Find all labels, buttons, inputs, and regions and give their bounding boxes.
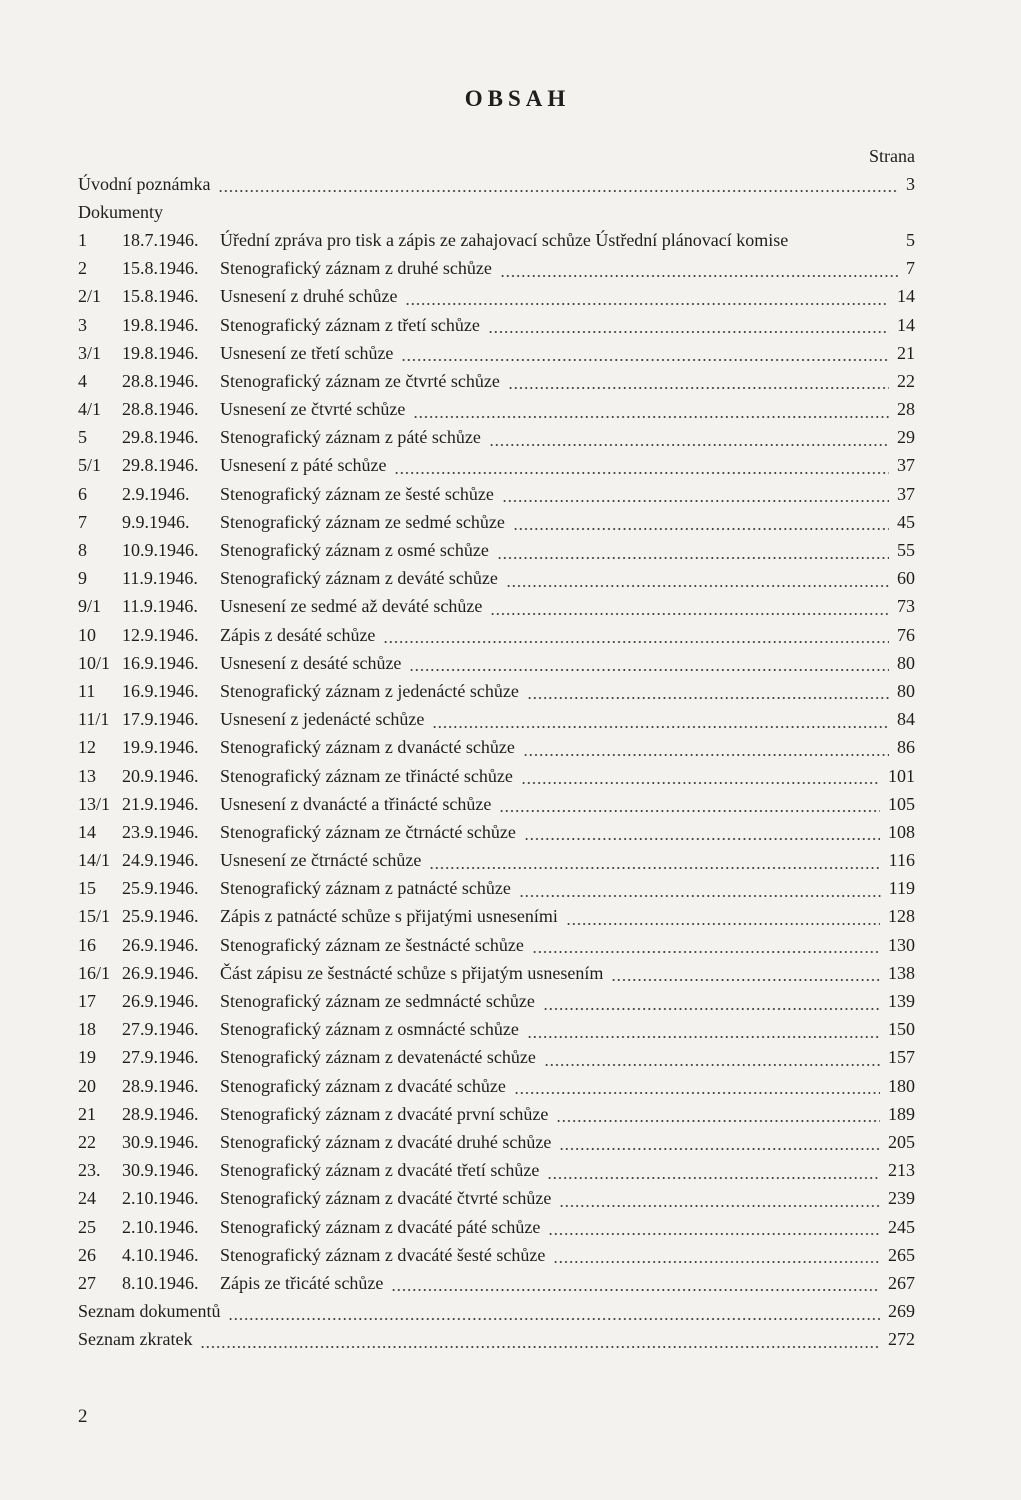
dot-leader <box>488 331 889 333</box>
toc-intro-row[interactable] <box>78 170 915 198</box>
toc-entry-date: 2.9.1946. <box>122 483 190 504</box>
toc-entry-row[interactable] <box>78 959 915 987</box>
dot-leader <box>401 359 889 361</box>
toc-entry-date: 19.8.1946. <box>122 342 199 363</box>
dot-leader <box>519 895 881 897</box>
toc-entry-row[interactable] <box>78 339 915 367</box>
toc-entry-number: 20 <box>78 1075 96 1096</box>
toc-entry-date: 19.8.1946. <box>122 314 199 335</box>
toc-entry-page: 189 <box>888 1103 915 1124</box>
toc-entry-row[interactable] <box>78 480 915 508</box>
dot-leader <box>559 1205 880 1207</box>
dot-leader <box>413 416 889 418</box>
toc-entry-date: 30.9.1946. <box>122 1160 199 1181</box>
toc-entry-row[interactable] <box>78 424 915 452</box>
toc-entry-page: 80 <box>897 680 915 701</box>
toc-entry-date: 20.9.1946. <box>122 765 199 786</box>
toc-entry-row[interactable] <box>78 903 915 931</box>
toc-entry-page: 101 <box>888 765 915 786</box>
toc-entry-page: 272 <box>888 1329 915 1350</box>
toc-entry-page: 86 <box>897 737 915 758</box>
toc-entry-date: 23.9.1946. <box>122 821 199 842</box>
toc-entry-title: Stenografický záznam z jedenácté schůze <box>220 680 519 701</box>
toc-entry-page: 60 <box>897 568 915 589</box>
toc-entry-row[interactable] <box>78 706 915 734</box>
toc-closing-row[interactable] <box>78 1298 915 1326</box>
dot-leader <box>497 557 889 559</box>
toc-entry-date: 28.8.1946. <box>122 399 199 420</box>
toc-entry-title: Stenografický záznam ze čtvrté schůze <box>220 370 500 391</box>
toc-entry-number: 25 <box>78 1216 96 1237</box>
toc-entry-date: 24.9.1946. <box>122 850 199 871</box>
toc-entry-row[interactable] <box>78 818 915 846</box>
toc-entry-date: 26.9.1946. <box>122 934 199 955</box>
toc-entry-title: Stenografický záznam ze sedmnácté schůze <box>220 991 535 1012</box>
toc-entry-page: 157 <box>888 1047 915 1068</box>
toc-entry-title: Zápis z patnácté schůze s přijatými usneseními <box>220 906 558 927</box>
toc-entry-row[interactable] <box>78 367 915 395</box>
toc-entry-date: 26.9.1946. <box>122 962 199 983</box>
toc-entry-page: 180 <box>888 1075 915 1096</box>
toc-entry-date: 25.9.1946. <box>122 878 199 899</box>
toc-entry-page: 150 <box>888 1019 915 1040</box>
toc-entry-number: 10/1 <box>78 652 111 673</box>
toc-entry-number: 14 <box>78 821 96 842</box>
toc-entry-row[interactable] <box>78 1241 915 1269</box>
toc-entry-page: 28 <box>897 399 915 420</box>
toc-entry-number: 2 <box>78 258 87 279</box>
dot-leader <box>556 1120 880 1122</box>
dot-leader <box>524 838 880 840</box>
toc-entry-number: 13 <box>78 765 96 786</box>
toc-entry-row[interactable] <box>78 255 915 283</box>
toc-entry-number: 8 <box>78 540 87 561</box>
toc-entry-row[interactable] <box>78 1100 915 1128</box>
toc-entry-row[interactable] <box>78 677 915 705</box>
toc-entry-title: Stenografický záznam ze šestnácté schůze <box>220 934 524 955</box>
toc-entry-page: 29 <box>897 427 915 448</box>
toc-entry-page: 105 <box>888 793 915 814</box>
toc-entry-title: Seznam zkratek <box>78 1329 193 1350</box>
toc-entry-page: 138 <box>888 962 915 983</box>
toc-entry-row[interactable] <box>78 1157 915 1185</box>
toc-entry-row[interactable] <box>78 1213 915 1241</box>
page-column-label: Strana <box>869 146 915 166</box>
toc-entry-page: 139 <box>888 991 915 1012</box>
toc-entry-page: 3 <box>906 173 915 194</box>
toc-entry-page: 55 <box>897 540 915 561</box>
toc-entry-date: 29.8.1946. <box>122 427 199 448</box>
toc-entry-title: Stenografický záznam z dvacáté třetí schůze <box>220 1160 540 1181</box>
toc-entry-title: Stenografický záznam z patnácté schůze <box>220 878 511 899</box>
toc-entry-title: Stenografický záznam ze sedmé schůze <box>220 511 505 532</box>
toc-entry-title: Stenografický záznam z druhé schůze <box>220 258 492 279</box>
dot-leader <box>218 190 898 192</box>
toc-entry-page: 213 <box>888 1160 915 1181</box>
toc-entry-row[interactable] <box>78 396 915 424</box>
toc-entry-title: Stenografický záznam z dvacáté druhé schůze <box>220 1131 552 1152</box>
toc-entry-date: 12.9.1946. <box>122 624 199 645</box>
toc-entries <box>78 226 915 1297</box>
dot-leader <box>513 528 889 530</box>
dot-leader <box>409 669 889 671</box>
toc-entry-row[interactable] <box>78 1128 915 1156</box>
toc-entry-number: 13/1 <box>78 793 111 814</box>
toc-entry-page: 7 <box>906 258 915 279</box>
toc-entry-date: 30.9.1946. <box>122 1131 199 1152</box>
dot-leader <box>394 472 889 474</box>
toc-entry-date: 26.9.1946. <box>122 991 199 1012</box>
dot-leader <box>792 246 902 248</box>
toc-entry-title: Stenografický záznam z dvacáté páté schůze <box>220 1216 541 1237</box>
toc-entry-number: 6 <box>78 483 87 504</box>
toc-entry-title: Stenografický záznam z dvacáté první schůze <box>220 1103 549 1124</box>
toc-entry-number: 18 <box>78 1019 96 1040</box>
toc-entry-number: 27 <box>78 1272 96 1293</box>
toc-entry-title: Stenografický záznam z dvacáté šesté schůze <box>220 1244 546 1265</box>
toc-entry-title: Stenografický záznam z osmé schůze <box>220 540 489 561</box>
toc-entry-row[interactable] <box>78 593 915 621</box>
toc-entry-page: 76 <box>897 624 915 645</box>
toc-entry-row[interactable] <box>78 565 915 593</box>
toc-entry-page: 37 <box>897 483 915 504</box>
toc-entry-row[interactable] <box>78 649 915 677</box>
toc-entry-page: 119 <box>888 878 915 899</box>
dot-leader <box>543 1008 880 1010</box>
toc-entry-date: 2.10.1946. <box>122 1216 199 1237</box>
toc-entry-page: 269 <box>888 1301 915 1322</box>
toc-entry-title: Stenografický záznam z dvacáté schůze <box>220 1075 506 1096</box>
toc-entry-page: 267 <box>888 1272 915 1293</box>
toc-entry-page: 265 <box>888 1244 915 1265</box>
toc-entry-number: 17 <box>78 991 96 1012</box>
toc-entry-title: Stenografický záznam z dvacáté čtvrté schůze <box>220 1188 552 1209</box>
toc-entry-title: Část zápisu ze šestnácté schůze s přijatým usnesením <box>220 962 604 983</box>
page-number: 2 <box>78 1406 88 1427</box>
toc-entry-page: 116 <box>888 850 915 871</box>
dot-leader <box>502 500 889 502</box>
toc-entry-title: Usnesení ze čtvrté schůze <box>220 399 406 420</box>
toc-entry-title: Seznam dokumentů <box>78 1301 221 1322</box>
toc-entry-title: Stenografický záznam ze třinácté schůze <box>220 765 513 786</box>
toc-closing-row[interactable] <box>78 1326 915 1354</box>
dot-leader <box>228 1318 880 1320</box>
toc-entry-number: 2/1 <box>78 286 102 307</box>
toc-entry-row[interactable] <box>78 283 915 311</box>
toc-entry-date: 29.8.1946. <box>122 455 199 476</box>
toc-entry-title: Stenografický záznam z deváté schůze <box>220 568 498 589</box>
toc-entry-date: 18.7.1946. <box>122 229 199 250</box>
table-of-contents <box>78 170 915 1354</box>
toc-entry-date: 9.9.1946. <box>122 511 190 532</box>
toc-entry-title: Stenografický záznam z dvanácté schůze <box>220 737 515 758</box>
toc-entry-number: 16/1 <box>78 962 111 983</box>
toc-entry-number: 5/1 <box>78 455 102 476</box>
toc-entry-date: 15.8.1946. <box>122 286 199 307</box>
toc-entry-date: 28.8.1946. <box>122 370 199 391</box>
toc-entry-page: 21 <box>897 342 915 363</box>
toc-entry-page: 239 <box>888 1188 915 1209</box>
dot-leader <box>527 697 889 699</box>
toc-entry-page: 22 <box>897 370 915 391</box>
toc-entry-number: 9 <box>78 568 87 589</box>
dot-leader <box>523 754 889 756</box>
toc-entry-date: 4.10.1946. <box>122 1244 199 1265</box>
toc-entry-page: 108 <box>888 821 915 842</box>
toc-entry-date: 15.8.1946. <box>122 258 199 279</box>
toc-entry-title: Usnesení z desáté schůze <box>220 652 402 673</box>
toc-entry-number: 22 <box>78 1131 96 1152</box>
documents-heading-row <box>78 198 915 226</box>
toc-entry-page: 5 <box>906 229 915 250</box>
toc-entry-title: Usnesení ze sedmé až deváté schůze <box>220 596 483 617</box>
toc-entry-title: Stenografický záznam z páté schůze <box>220 427 481 448</box>
toc-entry-page: 84 <box>897 709 915 730</box>
toc-entry-number: 9/1 <box>78 596 102 617</box>
toc-entry-number: 19 <box>78 1047 96 1068</box>
toc-entry-title: Usnesení ze třetí schůze <box>220 342 394 363</box>
documents-heading: Dokumenty <box>78 201 163 222</box>
toc-entry-date: 21.9.1946. <box>122 793 199 814</box>
toc-entry-number: 1 <box>78 229 87 250</box>
toc-entry-number: 14/1 <box>78 850 111 871</box>
toc-entry-row[interactable] <box>78 875 915 903</box>
toc-entry-page: 245 <box>888 1216 915 1237</box>
toc-entry-date: 28.9.1946. <box>122 1103 199 1124</box>
dot-leader <box>432 726 889 728</box>
toc-entry-page: 14 <box>897 286 915 307</box>
toc-closing-entries <box>78 1298 915 1354</box>
toc-entry-title: Úvodní poznámka <box>78 173 211 194</box>
toc-entry-number: 15/1 <box>78 906 111 927</box>
toc-entry-date: 27.9.1946. <box>122 1019 199 1040</box>
dot-leader <box>500 275 898 277</box>
toc-entry-date: 11.9.1946. <box>122 568 198 589</box>
toc-entry-date: 19.9.1946. <box>122 737 199 758</box>
toc-entry-row[interactable] <box>78 762 915 790</box>
dot-leader <box>514 1092 880 1094</box>
toc-entry-row[interactable] <box>78 1072 915 1100</box>
toc-entry-number: 16 <box>78 934 96 955</box>
toc-entry-date: 11.9.1946. <box>122 596 198 617</box>
toc-entry-number: 11 <box>78 680 96 701</box>
toc-entry-row[interactable] <box>78 931 915 959</box>
dot-leader <box>559 1148 880 1150</box>
toc-entry-date: 25.9.1946. <box>122 906 199 927</box>
toc-entry-row[interactable] <box>78 226 915 254</box>
toc-entry-row[interactable] <box>78 1185 915 1213</box>
dot-leader <box>429 867 880 869</box>
dot-leader <box>611 979 880 981</box>
toc-entry-row[interactable] <box>78 452 915 480</box>
toc-entry-number: 24 <box>78 1188 96 1209</box>
dot-leader <box>553 1261 880 1263</box>
toc-entry-page: 73 <box>897 596 915 617</box>
dot-leader <box>566 923 880 925</box>
toc-entry-number: 21 <box>78 1103 96 1124</box>
toc-entry-title: Zápis z desáté schůze <box>220 624 376 645</box>
dot-leader <box>521 782 880 784</box>
toc-entry-date: 16.9.1946. <box>122 652 199 673</box>
toc-entry-title: Stenografický záznam ze šesté schůze <box>220 483 494 504</box>
dot-leader <box>383 641 889 643</box>
dot-leader <box>547 1177 880 1179</box>
toc-entry-number: 3 <box>78 314 87 335</box>
toc-entry-row[interactable] <box>78 790 915 818</box>
toc-entry-row[interactable] <box>78 987 915 1015</box>
toc-entry-title: Stenografický záznam ze čtrnácté schůze <box>220 821 516 842</box>
toc-entry-number: 15 <box>78 878 96 899</box>
toc-entry-number: 26 <box>78 1244 96 1265</box>
toc-entry-number: 10 <box>78 624 96 645</box>
dot-leader <box>405 303 889 305</box>
toc-entry-row[interactable] <box>78 536 915 564</box>
page-title: OBSAH <box>464 86 571 111</box>
toc-entry-number: 4/1 <box>78 399 102 420</box>
toc-entry-page: 128 <box>888 906 915 927</box>
dot-leader <box>506 585 889 587</box>
toc-entry-title: Stenografický záznam z devatenácté schůze <box>220 1047 536 1068</box>
toc-entry-page: 130 <box>888 934 915 955</box>
toc-entry-row[interactable] <box>78 1269 915 1297</box>
dot-leader <box>489 444 889 446</box>
toc-entry-title: Stenografický záznam z třetí schůze <box>220 314 480 335</box>
toc-entry-date: 10.9.1946. <box>122 540 199 561</box>
toc-entry-title: Usnesení z druhé schůze <box>220 286 398 307</box>
toc-entry-number: 12 <box>78 737 96 758</box>
dot-leader <box>527 1036 880 1038</box>
toc-entry-row[interactable] <box>78 311 915 339</box>
toc-entry-date: 28.9.1946. <box>122 1075 199 1096</box>
toc-entry-title: Usnesení ze čtrnácté schůze <box>220 850 422 871</box>
dot-leader <box>490 613 889 615</box>
toc-entry-title: Stenografický záznam z osmnácté schůze <box>220 1019 519 1040</box>
toc-entry-page: 37 <box>897 455 915 476</box>
toc-entry-page: 14 <box>897 314 915 335</box>
toc-entry-number: 5 <box>78 427 87 448</box>
dot-leader <box>200 1346 880 1348</box>
toc-entry-page: 80 <box>897 652 915 673</box>
dot-leader <box>391 1289 880 1291</box>
toc-entry-row[interactable] <box>78 1044 915 1072</box>
dot-leader <box>532 951 880 953</box>
toc-entry-row[interactable] <box>78 734 915 762</box>
toc-entry-date: 16.9.1946. <box>122 680 199 701</box>
toc-entry-row[interactable] <box>78 1016 915 1044</box>
toc-entry-date: 17.9.1946. <box>122 709 199 730</box>
dot-leader <box>499 810 880 812</box>
toc-entry-title: Zápis ze třicáté schůze <box>220 1272 384 1293</box>
toc-entry-row[interactable] <box>78 508 915 536</box>
dot-leader <box>508 387 889 389</box>
toc-entry-number: 7 <box>78 511 87 532</box>
toc-entry-page: 205 <box>888 1131 915 1152</box>
toc-entry-number: 4 <box>78 370 87 391</box>
toc-entry-number: 23. <box>78 1160 101 1181</box>
toc-entry-title: Usnesení z dvanácté a třinácté schůze <box>220 793 492 814</box>
toc-entry-page: 45 <box>897 511 915 532</box>
toc-entry-number: 3/1 <box>78 342 102 363</box>
toc-entry-title: Usnesení z jedenácté schůze <box>220 709 425 730</box>
dot-leader <box>544 1064 880 1066</box>
toc-entry-title: Úřední zpráva pro tisk a zápis ze zahajovací schůze Ústřední plánovací komise <box>220 229 789 250</box>
toc-entry-row[interactable] <box>78 847 915 875</box>
toc-entry-title: Usnesení z páté schůze <box>220 455 387 476</box>
toc-entry-date: 27.9.1946. <box>122 1047 199 1068</box>
dot-leader <box>548 1233 880 1235</box>
toc-entry-row[interactable] <box>78 621 915 649</box>
toc-entry-date: 2.10.1946. <box>122 1188 199 1209</box>
toc-entry-number: 11/1 <box>78 709 110 730</box>
toc-entry-date: 8.10.1946. <box>122 1272 199 1293</box>
